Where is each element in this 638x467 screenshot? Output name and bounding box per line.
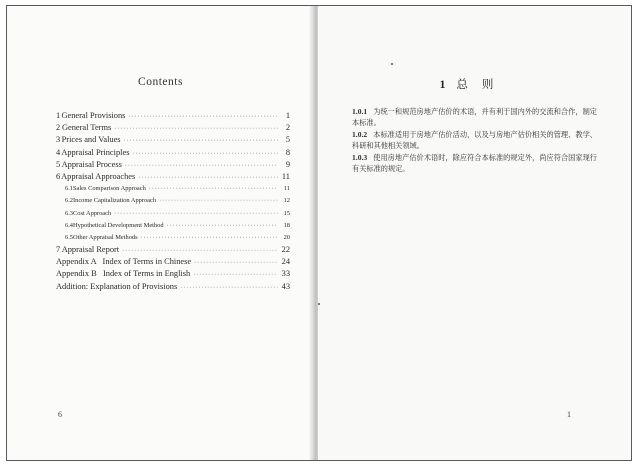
toc-entry-page: 9 bbox=[285, 159, 290, 169]
toc-leader-dots bbox=[125, 160, 278, 172]
toc-entry-label: Appraisal Report bbox=[61, 245, 120, 255]
toc-entry-label: Appraisal Process bbox=[61, 159, 122, 169]
clause-text: 为统一和规范房地产估价的术语，并有利于国内外的交流和合作，制定本标准。 bbox=[352, 107, 597, 128]
toc-entry-page: 22 bbox=[281, 245, 290, 255]
chapter-title: 总则 bbox=[456, 77, 508, 91]
toc-entry-number: 2 bbox=[56, 123, 61, 133]
clause bbox=[352, 106, 597, 129]
toc-entry[interactable] bbox=[56, 171, 290, 183]
toc-entry-page: 33 bbox=[281, 269, 290, 279]
toc-entry-number: 6.1 bbox=[65, 185, 73, 193]
toc-entry[interactable] bbox=[56, 220, 290, 232]
toc-list bbox=[56, 110, 290, 293]
toc-entry-number: 4 bbox=[56, 147, 61, 157]
toc-entry[interactable] bbox=[56, 244, 290, 256]
toc-entry-page: 15 bbox=[283, 209, 290, 217]
clause-text: 使用房地产估价术语时，除应符合本标准的规定外，尚应符合国家现行有关标准的规定。 bbox=[352, 152, 597, 174]
toc-entry-label: General Terms bbox=[61, 123, 112, 133]
toc-entry-label: Hypothetical Development Method bbox=[73, 221, 164, 229]
toc-entry-label: Other Appraisal Methods bbox=[73, 233, 138, 241]
toc-entry-label: Appendix B Index of Terms in English bbox=[56, 269, 191, 279]
toc-entry-page: 2 bbox=[285, 123, 290, 133]
toc-leader-dots bbox=[128, 111, 278, 123]
toc-leader-dots bbox=[193, 269, 278, 281]
toc-entry-page: 8 bbox=[285, 147, 290, 157]
toc-entry-page: 1 bbox=[285, 111, 290, 120]
toc-entry-page: 12 bbox=[283, 197, 290, 205]
toc-entry-page: 20 bbox=[283, 233, 290, 241]
clause-number: 1.0.1 bbox=[352, 107, 368, 116]
toc-leader-dots bbox=[167, 220, 278, 232]
left-page-number: 6 bbox=[58, 410, 62, 419]
toc-entry[interactable] bbox=[56, 232, 290, 244]
left-page bbox=[8, 6, 314, 460]
toc-leader-dots bbox=[194, 257, 278, 269]
scan-speck bbox=[318, 303, 320, 305]
toc-leader-dots bbox=[180, 282, 278, 294]
toc-entry-number: 6.5 bbox=[65, 233, 73, 241]
toc-entry[interactable] bbox=[56, 147, 290, 159]
clause bbox=[352, 152, 597, 175]
toc-entry[interactable] bbox=[56, 208, 290, 220]
toc-entry[interactable] bbox=[56, 195, 290, 207]
toc-entry-page: 43 bbox=[281, 281, 290, 291]
toc-leader-dots bbox=[132, 148, 278, 160]
right-page-number: 1 bbox=[567, 410, 571, 419]
toc-leader-dots bbox=[114, 208, 278, 220]
toc-entry[interactable] bbox=[56, 268, 290, 280]
toc-leader-dots bbox=[141, 232, 278, 244]
clause-number: 1.0.2 bbox=[352, 129, 368, 139]
toc-leader-dots bbox=[114, 123, 278, 135]
chapter-heading bbox=[318, 76, 629, 92]
toc-entry-number: 1 bbox=[56, 111, 61, 120]
toc-entry[interactable] bbox=[56, 134, 290, 146]
toc-entry-label: Prices and Values bbox=[61, 135, 121, 145]
toc-entry-label: Appraisal Approaches bbox=[61, 171, 136, 181]
toc-entry-number: 6.4 bbox=[65, 221, 73, 229]
toc-entry-label: Appendix A Index of Terms in Chinese bbox=[56, 257, 192, 267]
toc-entry-number: 6 bbox=[56, 171, 61, 181]
toc-entry-number: 6.3 bbox=[65, 209, 73, 217]
clause-number: 1.0.3 bbox=[352, 152, 368, 162]
toc-entry-label: Income Capitalization Approach bbox=[73, 197, 157, 205]
toc-entry[interactable] bbox=[56, 281, 290, 293]
toc-entry-number: 5 bbox=[56, 159, 61, 169]
right-page bbox=[318, 6, 629, 460]
scan-speck bbox=[391, 63, 393, 65]
toc-leader-dots bbox=[159, 195, 278, 207]
toc-entry-page: 11 bbox=[281, 171, 290, 181]
toc-entry-page: 11 bbox=[283, 185, 290, 193]
toc-entry[interactable] bbox=[56, 122, 290, 134]
toc-entry-page: 5 bbox=[285, 135, 290, 145]
toc-entry[interactable] bbox=[56, 159, 290, 171]
clause-list bbox=[352, 106, 597, 174]
chapter-number: 1 bbox=[439, 79, 447, 91]
toc-entry-number: 3 bbox=[56, 135, 61, 145]
toc-entry[interactable] bbox=[56, 110, 290, 122]
toc-entry-page: 18 bbox=[283, 221, 290, 229]
toc-leader-dots bbox=[149, 183, 278, 195]
toc-entry-label: Cost Approach bbox=[73, 209, 112, 217]
toc-entry-number: 7 bbox=[56, 245, 61, 255]
clause bbox=[352, 129, 597, 152]
clause-text: 本标准适用于房地产估价活动，以及与房地产估价相关的管理、教学、科研和其他相关领域。 bbox=[352, 129, 597, 151]
toc-entry-label: General Provisions bbox=[61, 111, 126, 120]
toc-entry-page: 24 bbox=[281, 257, 290, 267]
contents-title: Contents bbox=[138, 76, 183, 88]
toc-leader-dots bbox=[124, 135, 278, 147]
toc-entry-number: 6.2 bbox=[65, 197, 73, 205]
toc-entry-label: Addition: Explanation of Provisions bbox=[56, 281, 178, 291]
toc-entry-label: Appraisal Principles bbox=[61, 147, 130, 157]
toc-entry-label: Sales Comparison Approach bbox=[73, 185, 146, 193]
toc-entry[interactable] bbox=[56, 256, 290, 268]
toc-entry[interactable] bbox=[56, 183, 290, 195]
